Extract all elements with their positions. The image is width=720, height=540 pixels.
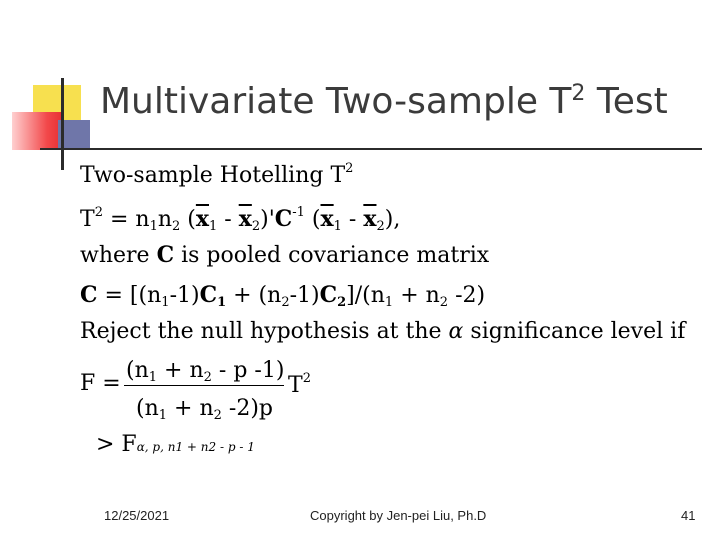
formula-pooled-covariance: $C = [(n_1-1)C_1 + (n_2-1)C_2]/(n_1 + n_2$ -2): [80, 282, 486, 310]
formula-t-squared: $T^2 = n_1n_2$ $(\overline{x}_1 - \overline{x}_2)'C^{-1}$ $(\overline{x}_1 - \overline{x}_2)$,: [80, 205, 401, 234]
critical-value-comparison: > Fα, p, n1 + n2 - p - 1: [96, 432, 255, 457]
slide-number: 41: [681, 508, 696, 523]
reject-statement: Reject the null hypothesis at the α significance level if: [80, 319, 686, 344]
f-stat-lhs: F =: [80, 371, 121, 396]
slide-title: Multivariate Two-sample $T^2$ Test: [100, 81, 668, 122]
f-stat-numerator: ($n_1 + n_2 - p$ -1): [126, 358, 285, 385]
f-stat-denominator: ($n_1 + n_2$ -2)p: [136, 396, 274, 423]
footer-copyright: Copyright by Jen-pei Liu, Ph.D: [310, 508, 487, 523]
footer-date: 12/25/2021: [104, 508, 170, 523]
decor-red-gradient-bar: [12, 112, 62, 150]
f-stat-t-squared: $T^2$: [288, 371, 311, 398]
title-divider: [40, 148, 702, 150]
fraction-bar: [124, 385, 284, 386]
where-pooled-line: where C is pooled covariance matrix: [80, 242, 490, 268]
decor-vertical-line: [61, 78, 64, 170]
heading-hotelling: Two-sample Hotelling $T^2$: [80, 161, 354, 188]
